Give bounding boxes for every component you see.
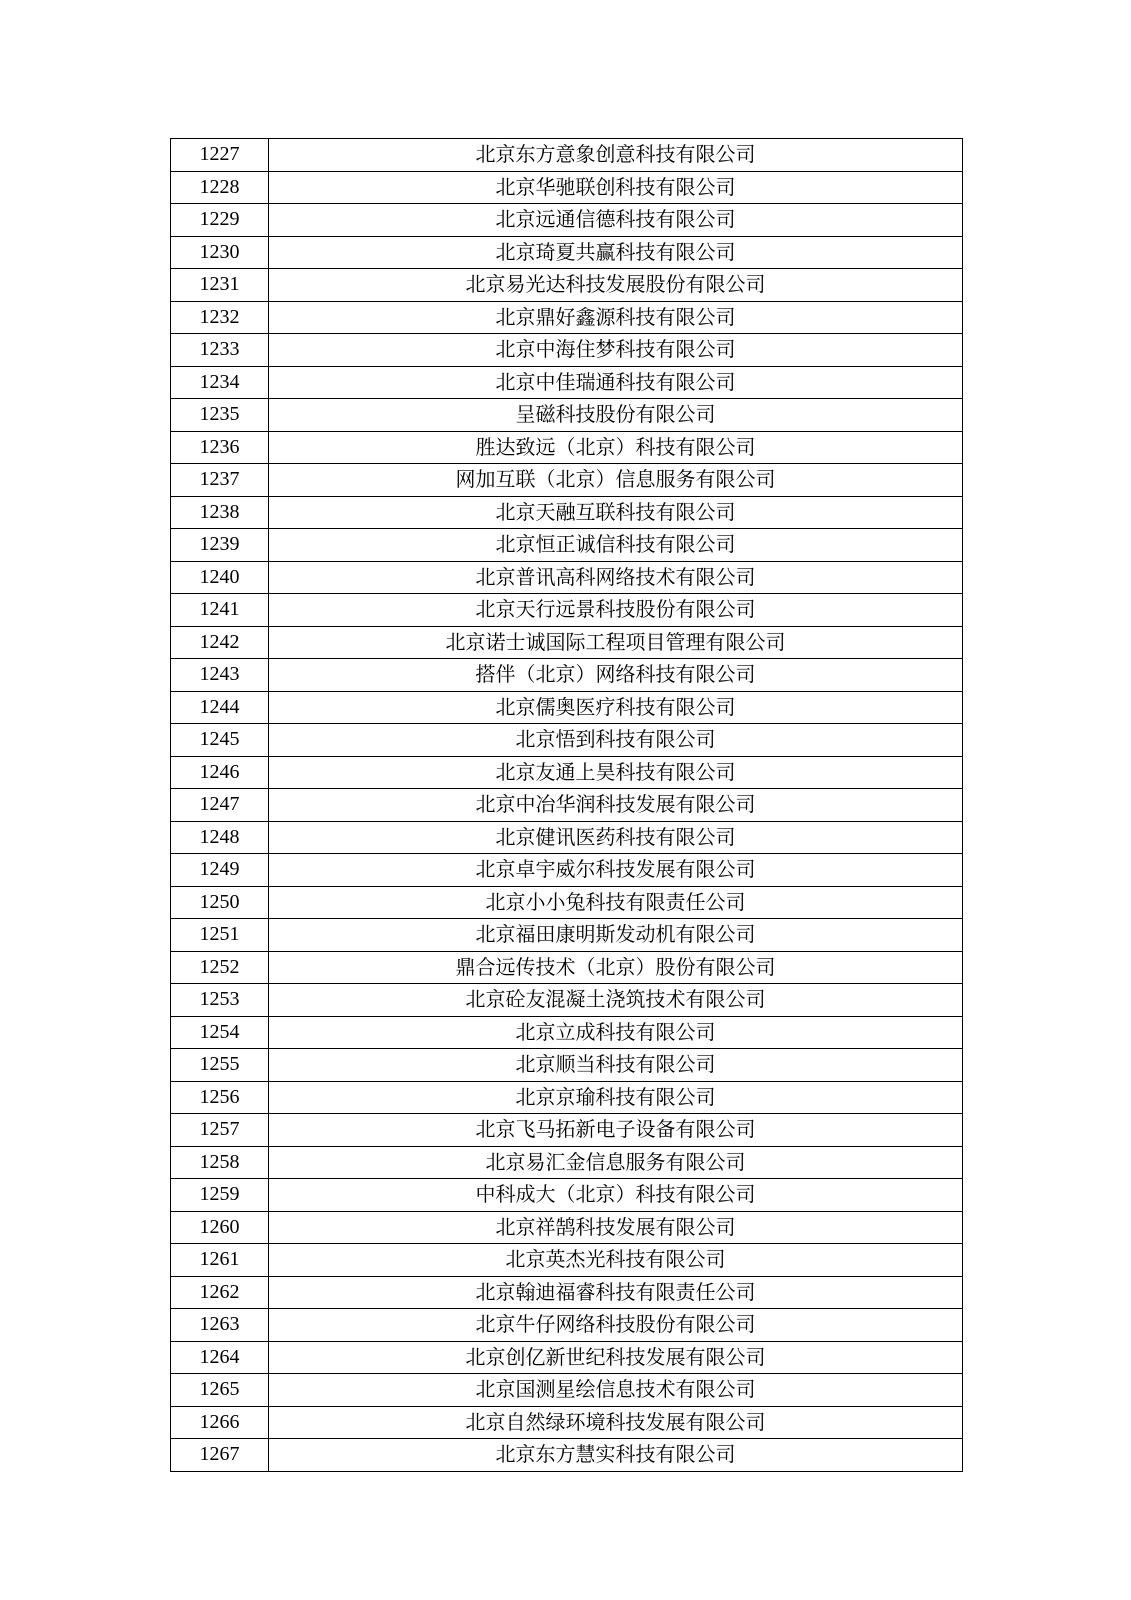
company-name-cell: 北京创亿新世纪科技发展有限公司: [269, 1341, 963, 1374]
table-row: [171, 399, 963, 432]
row-number-cell: 1248: [171, 821, 269, 854]
table-row: [171, 1341, 963, 1374]
row-number-cell: 1240: [171, 561, 269, 594]
company-name-cell: 北京福田康明斯发动机有限公司: [269, 919, 963, 952]
company-list-table: [170, 138, 963, 1472]
company-name-cell: 搭伴（北京）网络科技有限公司: [269, 659, 963, 692]
table-row: [171, 1211, 963, 1244]
row-number-cell: 1265: [171, 1374, 269, 1407]
table-row: [171, 464, 963, 497]
company-name-cell: 北京祥鹄科技发展有限公司: [269, 1211, 963, 1244]
company-name-cell: 北京华驰联创科技有限公司: [269, 171, 963, 204]
table-row: [171, 854, 963, 887]
table-row: [171, 366, 963, 399]
company-name-cell: 北京东方慧实科技有限公司: [269, 1439, 963, 1472]
table-row: [171, 1049, 963, 1082]
company-name-cell: 北京小小兔科技有限责任公司: [269, 886, 963, 919]
row-number-cell: 1256: [171, 1081, 269, 1114]
table-row: [171, 594, 963, 627]
row-number-cell: 1230: [171, 236, 269, 269]
row-number-cell: 1260: [171, 1211, 269, 1244]
row-number-cell: 1252: [171, 951, 269, 984]
row-number-cell: 1262: [171, 1276, 269, 1309]
company-list-body: [171, 139, 963, 1472]
row-number-cell: 1232: [171, 301, 269, 334]
table-row: [171, 1016, 963, 1049]
company-name-cell: 北京国测星绘信息技术有限公司: [269, 1374, 963, 1407]
table-row: [171, 659, 963, 692]
table-row: [171, 561, 963, 594]
row-number-cell: 1237: [171, 464, 269, 497]
table-row: [171, 1276, 963, 1309]
company-name-cell: 北京英杰光科技有限公司: [269, 1244, 963, 1277]
company-name-cell: 北京恒正诚信科技有限公司: [269, 529, 963, 562]
row-number-cell: 1227: [171, 139, 269, 172]
table-row: [171, 204, 963, 237]
row-number-cell: 1258: [171, 1146, 269, 1179]
table-row: [171, 789, 963, 822]
table-row: [171, 1439, 963, 1472]
table-row: [171, 496, 963, 529]
table-row: [171, 236, 963, 269]
row-number-cell: 1267: [171, 1439, 269, 1472]
table-row: [171, 1374, 963, 1407]
row-number-cell: 1235: [171, 399, 269, 432]
table-row: [171, 1309, 963, 1342]
row-number-cell: 1241: [171, 594, 269, 627]
company-name-cell: 呈磁科技股份有限公司: [269, 399, 963, 432]
company-name-cell: 北京中冶华润科技发展有限公司: [269, 789, 963, 822]
table-row: [171, 1406, 963, 1439]
table-row: [171, 984, 963, 1017]
row-number-cell: 1228: [171, 171, 269, 204]
table-row: [171, 951, 963, 984]
company-name-cell: 北京健讯医药科技有限公司: [269, 821, 963, 854]
row-number-cell: 1234: [171, 366, 269, 399]
company-name-cell: 网加互联（北京）信息服务有限公司: [269, 464, 963, 497]
company-name-cell: 北京京瑜科技有限公司: [269, 1081, 963, 1114]
company-name-cell: 北京中海住梦科技有限公司: [269, 334, 963, 367]
row-number-cell: 1247: [171, 789, 269, 822]
row-number-cell: 1266: [171, 1406, 269, 1439]
company-name-cell: 北京鼎好鑫源科技有限公司: [269, 301, 963, 334]
company-name-cell: 北京翰迪福睿科技有限责任公司: [269, 1276, 963, 1309]
company-name-cell: 鼎合远传技术（北京）股份有限公司: [269, 951, 963, 984]
table-row: [171, 1081, 963, 1114]
company-name-cell: 北京飞马拓新电子设备有限公司: [269, 1114, 963, 1147]
company-name-cell: 北京天行远景科技股份有限公司: [269, 594, 963, 627]
row-number-cell: 1261: [171, 1244, 269, 1277]
company-name-cell: 北京自然绿环境科技发展有限公司: [269, 1406, 963, 1439]
row-number-cell: 1243: [171, 659, 269, 692]
company-name-cell: 北京牛仔网络科技股份有限公司: [269, 1309, 963, 1342]
table-row: [171, 1179, 963, 1212]
row-number-cell: 1242: [171, 626, 269, 659]
company-name-cell: 北京友通上昊科技有限公司: [269, 756, 963, 789]
table-row: [171, 1114, 963, 1147]
table-row: [171, 821, 963, 854]
company-name-cell: 北京天融互联科技有限公司: [269, 496, 963, 529]
row-number-cell: 1244: [171, 691, 269, 724]
table-row: [171, 171, 963, 204]
company-name-cell: 北京易光达科技发展股份有限公司: [269, 269, 963, 302]
table-row: [171, 269, 963, 302]
table-row: [171, 301, 963, 334]
table-row: [171, 626, 963, 659]
table-row: [171, 919, 963, 952]
company-name-cell: 北京儒奥医疗科技有限公司: [269, 691, 963, 724]
row-number-cell: 1255: [171, 1049, 269, 1082]
table-row: [171, 334, 963, 367]
table-row: [171, 1244, 963, 1277]
table-row: [171, 431, 963, 464]
table-row: [171, 724, 963, 757]
company-name-cell: 北京中佳瑞通科技有限公司: [269, 366, 963, 399]
row-number-cell: 1231: [171, 269, 269, 302]
row-number-cell: 1229: [171, 204, 269, 237]
company-name-cell: 胜达致远（北京）科技有限公司: [269, 431, 963, 464]
row-number-cell: 1250: [171, 886, 269, 919]
company-name-cell: 北京琦夏共赢科技有限公司: [269, 236, 963, 269]
row-number-cell: 1259: [171, 1179, 269, 1212]
row-number-cell: 1251: [171, 919, 269, 952]
company-name-cell: 北京普讯高科网络技术有限公司: [269, 561, 963, 594]
company-name-cell: 中科成大（北京）科技有限公司: [269, 1179, 963, 1212]
row-number-cell: 1246: [171, 756, 269, 789]
row-number-cell: 1233: [171, 334, 269, 367]
row-number-cell: 1264: [171, 1341, 269, 1374]
row-number-cell: 1236: [171, 431, 269, 464]
table-row: [171, 139, 963, 172]
company-name-cell: 北京易汇金信息服务有限公司: [269, 1146, 963, 1179]
row-number-cell: 1263: [171, 1309, 269, 1342]
table-row: [171, 886, 963, 919]
company-name-cell: 北京顺当科技有限公司: [269, 1049, 963, 1082]
company-name-cell: 北京东方意象创意科技有限公司: [269, 139, 963, 172]
company-name-cell: 北京诺士诚国际工程项目管理有限公司: [269, 626, 963, 659]
row-number-cell: 1239: [171, 529, 269, 562]
company-name-cell: 北京砼友混凝土浇筑技术有限公司: [269, 984, 963, 1017]
company-name-cell: 北京悟到科技有限公司: [269, 724, 963, 757]
row-number-cell: 1257: [171, 1114, 269, 1147]
row-number-cell: 1245: [171, 724, 269, 757]
row-number-cell: 1254: [171, 1016, 269, 1049]
company-name-cell: 北京卓宇威尔科技发展有限公司: [269, 854, 963, 887]
row-number-cell: 1253: [171, 984, 269, 1017]
company-name-cell: 北京立成科技有限公司: [269, 1016, 963, 1049]
table-row: [171, 1146, 963, 1179]
row-number-cell: 1238: [171, 496, 269, 529]
table-row: [171, 756, 963, 789]
table-row: [171, 529, 963, 562]
company-name-cell: 北京远通信德科技有限公司: [269, 204, 963, 237]
row-number-cell: 1249: [171, 854, 269, 887]
table-row: [171, 691, 963, 724]
